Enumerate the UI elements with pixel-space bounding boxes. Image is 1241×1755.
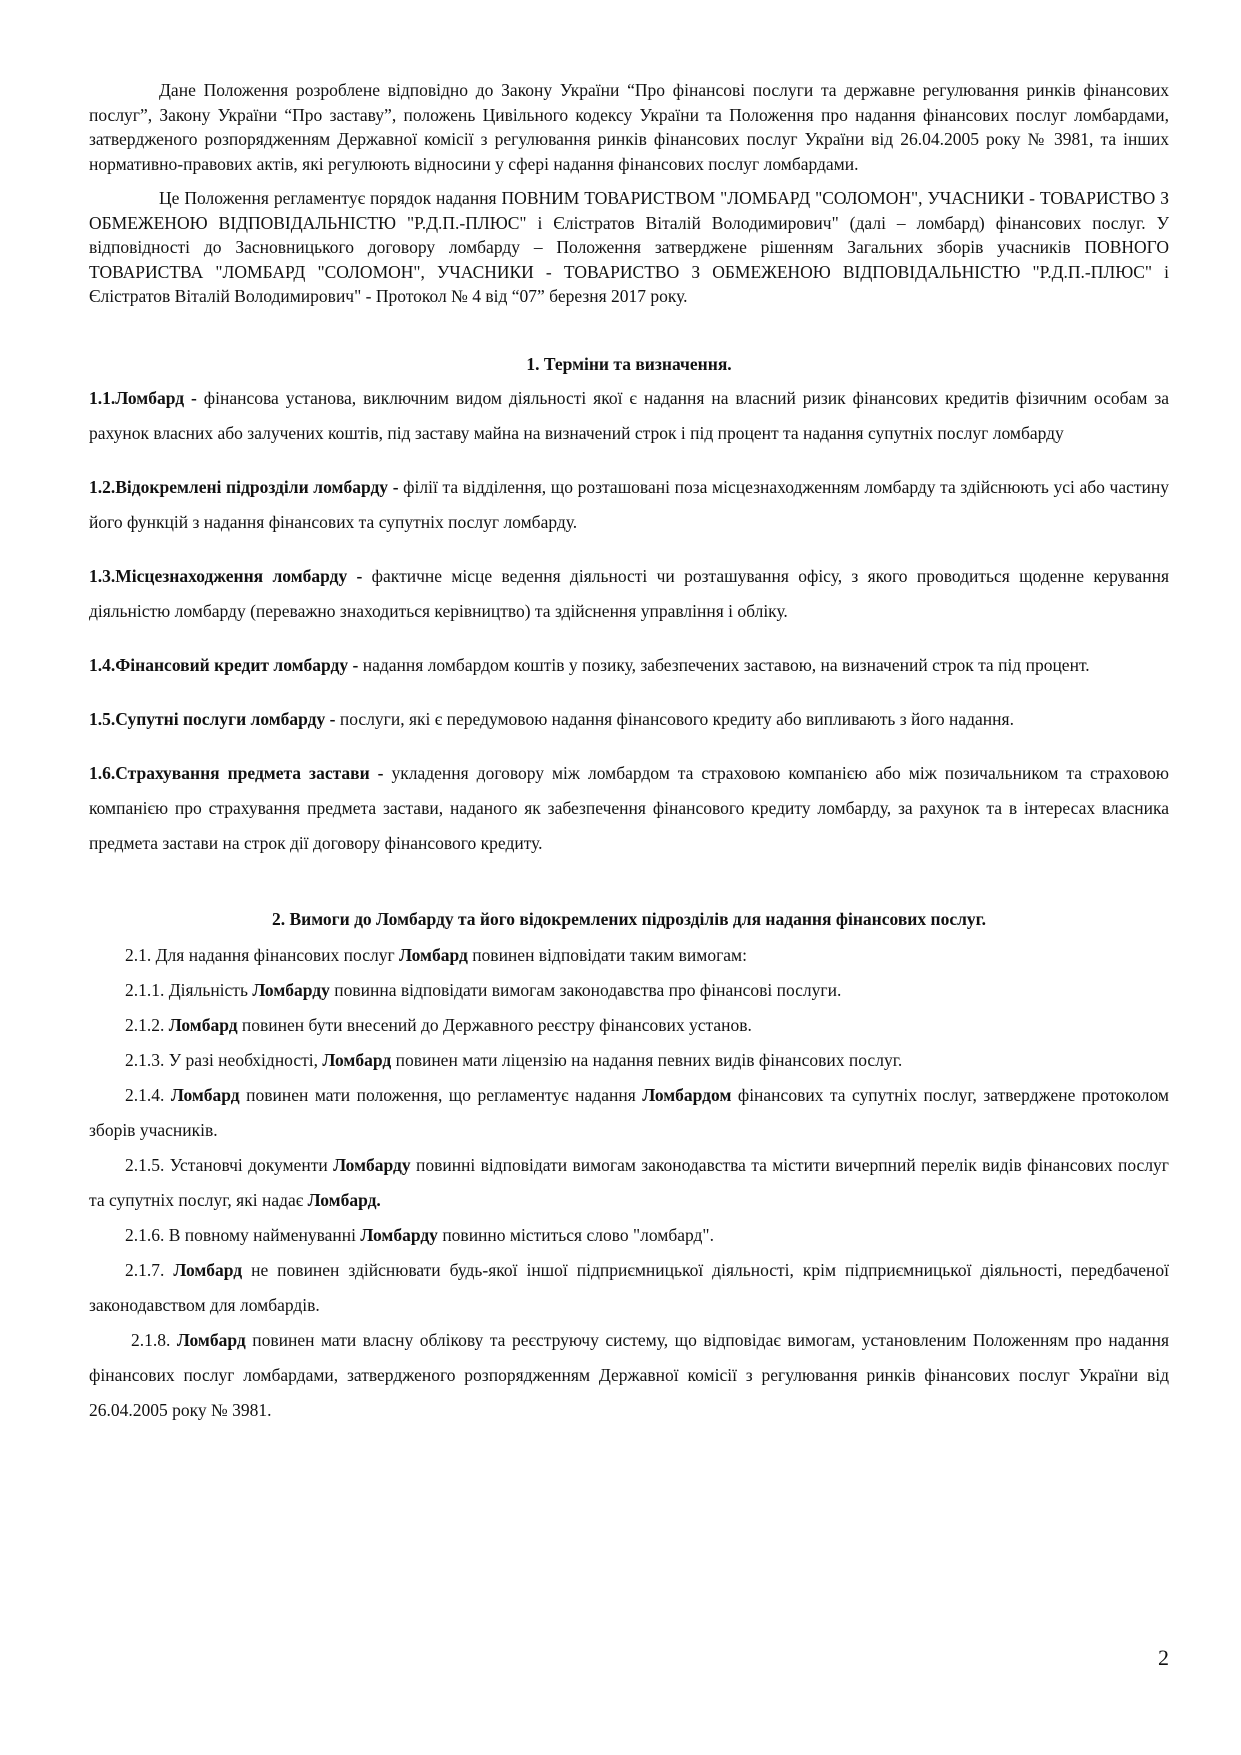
intro-block — [89, 78, 1169, 309]
intro-paragraph-2: Це Положення регламентує порядок надання ПОВНИМ ТОВАРИСТВОМ "ЛОМБАРД "СОЛОМОН", УЧАСНИКИ - ТОВАРИСТВО З ОБМЕЖЕНОЮ ВІДПОВІДАЛЬНІСТЮ "Р.Д.П.-ПЛЮС" і Єлістратов Віталій Володимирович" (далі – ломбард) фінансових послуг. У відповідності до Засновницького договору ломбарду – Положення затверджене рішенням Загальних зборів учасників ПОВНОГО ТОВАРИСТВА "ЛОМБАРД "СОЛОМОН", УЧАСНИКИ - ТОВАРИСТВО З ОБМЕЖЕНОЮ ВІДПОВІДАЛЬНІСТЮ "Р.Д.П.-ПЛЮС" і Єлістратов Віталій Володимирович" - Протокол № 4 від “07” березня 2017 року. — [89, 188, 1169, 306]
intro-paragraph-1: Дане Положення розроблене відповідно до Закону України “Про фінансові послуги та державне регулювання ринків фінансових послуг”, Закону України “Про заставу”, положень Цивільного кодексу України та Положення про надання фінансових послуг ломбардами, затвердженого розпорядженням Державної комісії з регулювання ринків фінансових послуг України від 26.04.2005 року № 3981, та інших нормативно-правових актів, які регулюють відносини у сфері надання фінансових послуг ломбардами. — [89, 80, 1169, 174]
requirement-text: повинно міститься слово "ломбард". — [437, 1224, 714, 1245]
requirement-text: повинні відповідати вимогам законодавства та містити вичерпний перелік видів фінансових послуг та супутніх послуг, які надає — [89, 1154, 1169, 1210]
requirement-text: не повинен здійснювати будь-якої іншої підприємницької діяльності, крім підприємницької діяльності, передбаченої законодавством для ломбардів. — [89, 1259, 1169, 1315]
requirement-text: 2.1.5. Установчі документи — [125, 1154, 334, 1175]
definition-term: 1.3.Місцезнаходження ломбарду - — [89, 565, 363, 586]
requirement-item — [89, 1148, 1169, 1218]
requirements-list — [89, 938, 1169, 1428]
definition-item — [89, 470, 1169, 540]
requirement-text: повинен мати власну облікову та реєструючу систему, що відповідає вимогам, установленим Положенням про надання фінансових послуг ломбардами, затвердженого розпорядженням Державної комісії з регулювання ринків фінансових послуг України від 26.04.2005 року № 3981. — [89, 1329, 1170, 1420]
requirement-text: 2.1.7. — [125, 1259, 174, 1280]
section-2-title: 2. Вимоги до Ломбарду та його відокремлених підрозділів для надання фінансових послуг. — [271, 908, 986, 929]
definition-term: 1.1.Ломбард - — [89, 387, 197, 408]
definition-item — [89, 559, 1169, 629]
requirement-bold: Ломбард — [399, 944, 468, 965]
section-1-title: 1. Терміни та визначення. — [526, 353, 732, 374]
requirement-bold: Ломбард — [176, 1329, 246, 1350]
requirement-bold: Ломбард. — [307, 1189, 381, 1210]
requirement-text: повинен відповідати таким вимогам: — [467, 944, 747, 965]
requirement-item — [89, 1078, 1169, 1148]
requirement-item — [89, 1323, 1169, 1428]
requirement-bold: Ломбард — [168, 1014, 238, 1035]
requirement-text: 2.1.8. — [131, 1329, 177, 1350]
definition-item — [89, 648, 1169, 683]
definition-text: філії та відділення, що розташовані поза місцезнаходженням ломбарду та здійснюють усі або частину його функцій з надання фінансових та супутніх послуг ломбарду. — [89, 476, 1169, 532]
requirement-bold: Ломбарду — [252, 979, 330, 1000]
requirement-bold: Ломбардом — [642, 1084, 732, 1105]
definition-item — [89, 381, 1169, 451]
requirement-text: 2.1.3. У разі необхідності, — [125, 1049, 323, 1070]
definition-term: 1.5.Супутні послуги ломбарду - — [89, 708, 336, 729]
requirement-item — [89, 973, 1169, 1008]
document-page — [89, 78, 1169, 1428]
requirement-bold: Ломбарду — [360, 1224, 438, 1245]
requirement-text: 2.1.4. — [125, 1084, 171, 1105]
requirement-text: 2.1. Для надання фінансових послуг — [125, 944, 400, 965]
definition-text: укладення договору між ломбардом та страховою компанією або між позичальником та страховою компанією про страхування предмета застави, наданого як забезпечення фінансового кредиту ломбарду, за рахунок та в інтересах власника предмета застави на строк дії договору фінансового кредиту. — [89, 762, 1169, 853]
requirement-text: повинен мати положення, що регламентує надання — [239, 1084, 643, 1105]
definition-text: послуги, які є передумовою надання фінансового кредиту або випливають з його надання. — [335, 708, 1014, 729]
definitions-list — [89, 381, 1169, 861]
page-number: 2 — [1158, 1645, 1169, 1670]
requirement-item — [89, 1253, 1169, 1323]
requirement-item — [89, 1043, 1169, 1078]
definition-item — [89, 702, 1169, 737]
requirement-text: повинен мати ліцензію на надання певних видів фінансових послуг. — [391, 1049, 903, 1070]
requirement-item — [89, 1008, 1169, 1043]
definition-term: 1.2.Відокремлені підрозділи ломбарду - — [89, 476, 399, 497]
definition-term: 1.6.Страхування предмета застави - — [89, 762, 384, 783]
requirement-bold: Ломбард — [170, 1084, 240, 1105]
definition-text: фактичне місце ведення діяльності чи розташування офісу, з якого проводиться щоденне керування діяльністю ломбарду (переважно знаходиться керівництво) та здійснення управління і обліку. — [89, 565, 1169, 621]
requirement-bold: Ломбарду — [333, 1154, 411, 1175]
requirement-text: повинна відповідати вимогам законодавства про фінансові послуги. — [329, 979, 842, 1000]
requirement-item — [89, 1218, 1169, 1253]
definition-text: надання ломбардом коштів у позику, забезпечених заставою, на визначений строк та під процент. — [358, 654, 1090, 675]
definition-term: 1.4.Фінансовий кредит ломбарду - — [89, 654, 359, 675]
requirement-bold: Ломбард — [322, 1049, 392, 1070]
requirement-text: повинен бути внесений до Державного реєстру фінансових установ. — [237, 1014, 752, 1035]
requirement-bold: Ломбард — [173, 1259, 243, 1280]
requirement-text: фінансових та супутніх послуг, затверджене протоколом зборів учасників. — [89, 1084, 1170, 1140]
requirement-text: 2.1.2. — [125, 1014, 169, 1035]
requirement-text: 2.1.6. В повному найменуванні — [125, 1224, 361, 1245]
definition-item — [89, 756, 1169, 861]
requirement-text: 2.1.1. Діяльність — [125, 979, 253, 1000]
requirement-item — [89, 938, 1169, 973]
definition-text: фінансова установа, виключним видом діяльності якої є надання на власний ризик фінансових кредитів фізичним особам за рахунок власних або залучених коштів, під заставу майна на визначений строк і під процент та надання супутніх послуг ломбарду — [89, 387, 1170, 443]
